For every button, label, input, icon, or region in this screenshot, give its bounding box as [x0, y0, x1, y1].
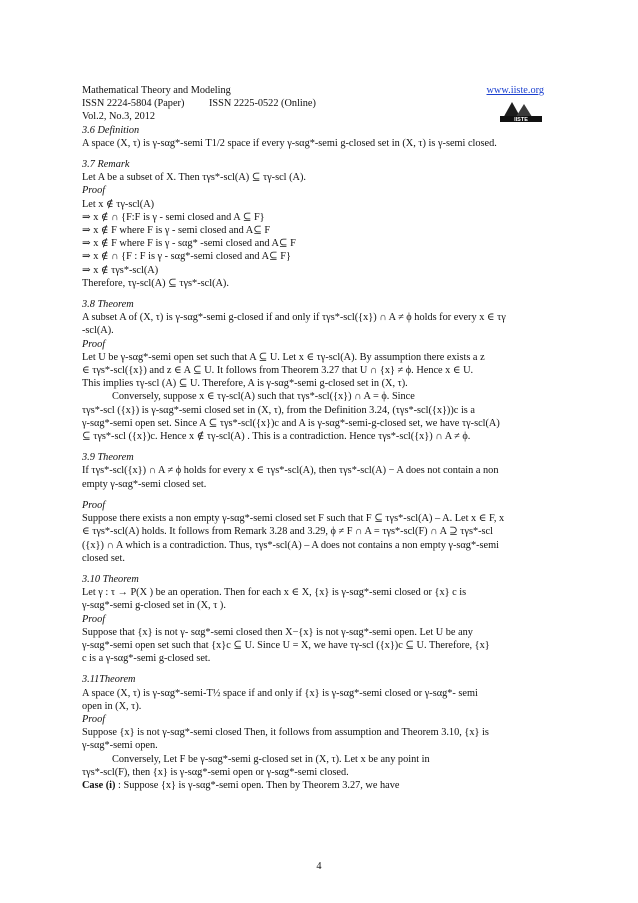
text-line: ∈ τγs*-scl(A) holds. It follows from Remark 3.28 and 3.29, ϕ ≠ F ∩ A = τγs*-scl(F) ∩ A ⊇ τγs*-scl — [82, 526, 493, 538]
text-line: Suppose {x} is not γ-sαg*-semi closed Then, it follows from assumption and Theorem 3.10, {x} is — [82, 727, 489, 739]
section-heading: 3.7 Remark — [82, 159, 130, 171]
section-heading: Proof — [82, 613, 106, 625]
section-heading: 3.8 Theorem — [82, 299, 134, 311]
text-line: ⇒ x ∉ τγs*-scl(A) — [82, 264, 159, 276]
text-line: Let γ : τ → P(X ) be an operation. Then for each x ∈ X, {x} is γ-sαg*-semi closed or {x} c is — [82, 587, 467, 599]
text-line: ⊆ τγs*-scl ({x})c. Hence x ∉ τγ-scl(A) . This is a contradiction. Hence τγs*-scl({x}) ∩ A ≠ ϕ. — [82, 431, 471, 443]
paragraph-gap — [82, 443, 544, 451]
text-line: c is a γ-sαg*-semi g-closed set. — [82, 653, 211, 665]
text-line: Let A be a subset of X. Then τγs*-scl(A) ⊆ τγ-scl (A). — [82, 172, 306, 184]
website-link[interactable]: www.iiste.org — [486, 85, 544, 96]
case-line — [82, 779, 544, 792]
text-line: A space (X, τ) is γ-sαg*-semi-T½ space if and only if {x} is γ-sαg*-semi closed or γ-sαg*- semi — [82, 687, 478, 699]
text-line: Suppose there exists a non empty γ-sαg*-semi closed set F such that F ⊆ τγs*-scl(A) – A. Let x ∈ F, x — [82, 513, 505, 525]
text-line: τγs*-scl ({x}) is γ-sαg*-semi closed set in (X, τ), from the Definition 3.24, (τγs*-scl({x}))c is a — [82, 404, 475, 416]
text-line: Conversely, Let F be γ-sαg*-semi g-closed set in (X, τ). Let x be any point in — [112, 753, 430, 765]
text-line: γ-sαg*-semi open set such that {x}c ⊆ U. Since U = X, we have τγ-scl ({x})c ⊆ U. Therefore, {x} — [82, 639, 490, 651]
header-line-1 — [82, 84, 544, 97]
text-line: Suppose that {x} is not γ- sαg*-semi closed then X−{x} is not γ-sαg*-semi open. Let U be any — [82, 626, 473, 638]
journal-header — [82, 84, 544, 124]
text-line: A subset A of (X, τ) is γ-sαg*-semi g-closed if and only if τγs*-scl({x}) ∩ A ≠ ϕ holds for every x ∈ τγ — [82, 312, 506, 324]
section-heading: 3.11Theorem — [82, 674, 136, 686]
section-heading: Proof — [82, 499, 106, 511]
section-heading: Proof — [82, 338, 106, 350]
page-number: 4 — [316, 861, 322, 872]
text-line: τγs*-scl(F), then {x} is γ-sαg*-semi open or γ-sαg*-semi closed. — [82, 766, 349, 778]
text-line: Therefore, τγ-scl(A) ⊆ τγs*-scl(A). — [82, 277, 229, 289]
section-heading: 3.10 Theorem — [82, 573, 139, 585]
text-line: A space (X, τ) is γ-sαg*-semi T1/2 space if every γ-sαg*-semi g-closed set in (X, τ) is γ-semi closed. — [82, 137, 497, 149]
paragraph-gap — [82, 665, 544, 673]
text-line: ⇒ x ∉ ∩ {F : F is γ - sαg*-semi closed and A⊆ F} — [82, 251, 291, 263]
text-line: ∈ τγs*-scl({x}) and z ∈ A ⊆ U. It follows from Theorem 3.27 that U ∩ {x} ≠ ϕ. Hence x ∈ U. — [82, 365, 474, 377]
text-line: ({x}) ∩ A which is a contradiction. Thus, τγs*-scl(A) – A does not contains a non empty γ-sαg*-semi — [82, 539, 499, 551]
text-line: ⇒ x ∉ F where F is γ - semi closed and A⊆ F — [82, 225, 271, 237]
paragraph-gap — [82, 491, 544, 499]
text-line: This implies τγ-scl (A) ⊆ U. Therefore, A is γ-sαg*-semi g-closed set in (X, τ). — [82, 378, 408, 390]
issn-online: ISSN 2225-0522 (Online) — [208, 98, 316, 110]
volume-line: Vol.2, No.3, 2012 — [82, 111, 156, 123]
text-line: open in (X, τ). — [82, 700, 142, 712]
section-heading: 3.9 Theorem — [82, 452, 134, 464]
section-heading: Proof — [82, 713, 106, 725]
page-content — [82, 84, 544, 792]
case-text: : Suppose {x} is γ-sαg*-semi open. Then by Theorem 3.27, we have — [115, 779, 400, 791]
paragraph-gap — [82, 150, 544, 158]
text-line: ⇒ x ∉ ∩ {F:F is γ - semi closed and A ⊆ F} — [82, 211, 265, 223]
body-text — [82, 124, 544, 793]
text-line: γ-sαg*-semi open set. Since A ⊆ τγs*-scl({x})c and A is γ-sαg*-semi-g-closed set, we have τγ-scl(A) — [82, 417, 500, 429]
issn-line — [82, 97, 544, 110]
paragraph-gap — [82, 565, 544, 573]
text-line: closed set. — [82, 552, 125, 564]
section-heading: 3.6 Definition — [82, 124, 140, 136]
section-heading: Proof — [82, 185, 106, 197]
paragraph-gap — [82, 290, 544, 298]
issn-paper: ISSN 2224-5804 (Paper) — [82, 98, 185, 110]
journal-title: Mathematical Theory and Modeling — [82, 85, 231, 96]
text-line: Let x ∉ τγ-scl(A) — [82, 198, 155, 210]
logo-text: IISTE — [514, 117, 528, 124]
text-line: γ-sαg*-semi g-closed set in (X, τ ). — [82, 600, 226, 612]
text-line: γ-sαg*-semi open. — [82, 740, 158, 752]
text-line: ⇒ x ∉ F where F is γ - sαg* -semi closed and A⊆ F — [82, 238, 296, 250]
text-line: Conversely, suppose x ∈ τγ-scl(A) such that τγs*-scl({x}) ∩ A = ϕ. Since — [112, 391, 415, 403]
iiste-logo — [498, 98, 544, 124]
text-line: If τγs*-scl({x}) ∩ A ≠ ϕ holds for every x ∈ τγs*-scl(A), then τγs*-scl(A) − A does not contain a non — [82, 465, 499, 477]
text-line: -scl(A). — [82, 325, 114, 337]
text-line: empty γ-sαg*-semi closed set. — [82, 478, 207, 490]
text-line: Let U be γ-sαg*-semi open set such that A ⊆ U. Let x ∈ τγ-scl(A). By assumption there exists a z — [82, 351, 485, 363]
case-label: Case (i) — [82, 779, 116, 791]
